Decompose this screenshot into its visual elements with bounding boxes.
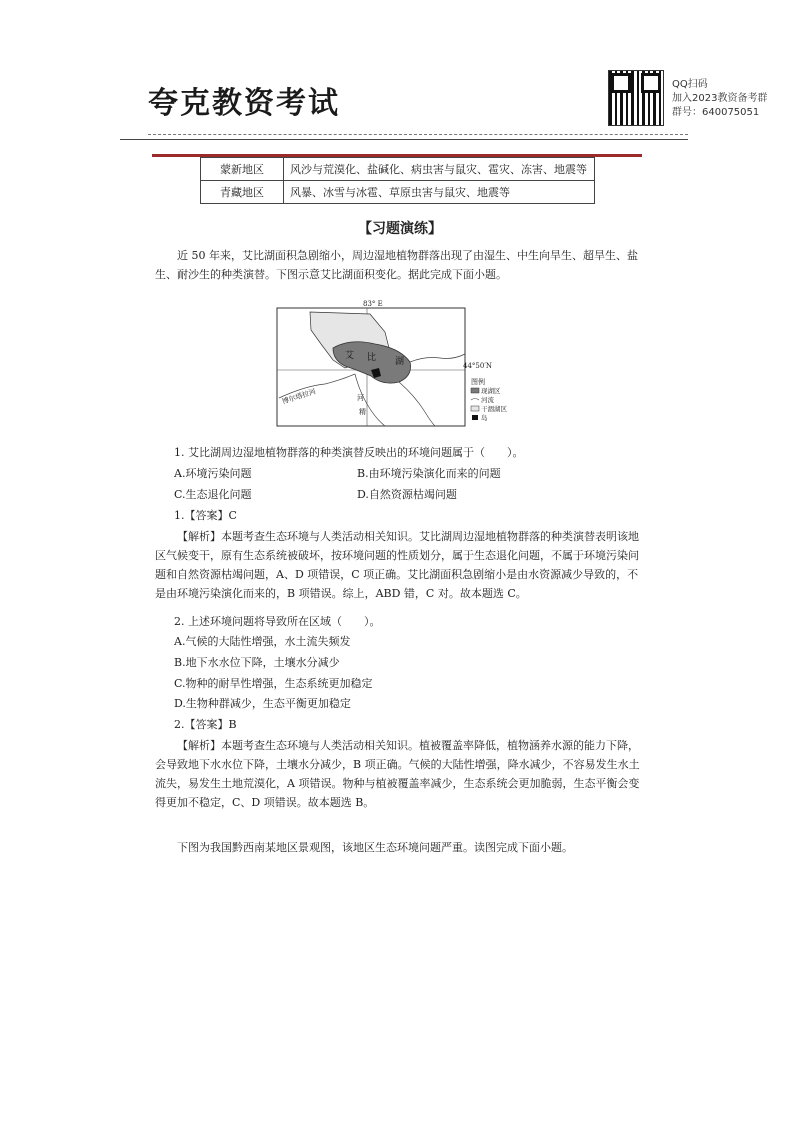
aibi-lake-map (275, 300, 525, 435)
q2-analysis: 【解析】本题考查生态环境与人类活动相关知识。植被覆盖率降低，植物涵养水源的能力下降，会导致地下水水位下降，土壤水分减少，B 项正确。气候的大陆性增强，降水减少，不容易发生水土流失，易发生土地荒漠化，A 项错误。物种与植被覆盖率减少，生态系统会更加脆弱，生态平衡会变得更加不稳定，C、D 项错误。故本题选 B。 (155, 739, 640, 809)
q1-option-b: B.由环境污染演化而来的问题 (357, 467, 501, 480)
q1-option-d: D.自然资源枯竭问题 (357, 488, 457, 501)
q2-option-d: D.生物种群减少，生态平衡更加稳定 (174, 697, 351, 710)
hazard-table (200, 157, 595, 204)
qr-group-line: 加入2023教资备考群 (672, 93, 768, 104)
q2-option-c: C.物种的耐旱性增强，生态系统更加稳定 (174, 677, 373, 690)
table-row (201, 158, 595, 181)
legend-swatch-dry (471, 406, 479, 411)
section-title: 【习题演练】 (358, 221, 442, 237)
legend-swatch-river (471, 399, 479, 401)
intro-paragraph: 近 50 年来，艾比湖面积急剧缩小，周边湿地植物群落出现了由湿生、中生向旱生、超旱生、盐生、耐沙生的种类演替。下图示意艾比湖面积变化。据此完成下面小题。 (155, 249, 638, 281)
legend-label: 现湖区 (481, 387, 501, 395)
header-dashed-divider (148, 134, 688, 135)
river-east (410, 354, 465, 362)
legend-swatch-island (472, 415, 478, 420)
legend-label: 干涸湖区 (481, 405, 507, 413)
table-cell-hazards: 风暴、冰雪与冰雹、草原虫害与鼠灾、地震等 (284, 181, 595, 204)
qr-label: QQ扫码 (672, 79, 708, 90)
q1-answer: 1.【答案】C (174, 509, 237, 522)
lake-label-char: 湖 (395, 357, 405, 367)
table-cell-hazards: 风沙与荒漠化、盐碱化、病虫害与鼠灾、雹灾、冻害、地震等 (284, 158, 595, 181)
q2-stem: 2. 上述环境问题将导致所在区域（ ）。 (174, 615, 381, 628)
river-label-char: 精 (359, 408, 366, 416)
legend-swatch-lake (471, 388, 479, 393)
table-cell-region: 蒙新地区 (201, 158, 284, 181)
brand-logo: 夸克教资考试 (148, 86, 340, 121)
legend-label: 河流 (481, 396, 494, 404)
river-southeast (399, 382, 435, 426)
table-row (201, 181, 595, 204)
legend-title: 图例 (471, 378, 485, 386)
river-label-char: 河 (357, 394, 364, 402)
q1-option-a: A.环境污染问题 (174, 467, 252, 480)
lat-label: 44°50′N (463, 362, 493, 370)
qr-code-image[interactable] (608, 70, 664, 126)
lake-label-char: 艾 (345, 351, 355, 361)
qr-group-number: 群号：640075051 (672, 107, 760, 118)
next-question-intro: 下图为我国黔西南某地区景观图，该地区生态环境问题严重。读图完成下面小题。 (177, 841, 573, 854)
table-cell-region: 青藏地区 (201, 181, 284, 204)
q1-analysis: 【解析】本题考查生态环境与人类活动相关知识。艾比湖周边湿地植物群落的种类演替表明该地区气候变干，原有生态系统被破坏，按环境问题的性质划分，属于生态退化问题，不属于环境污染问题和自然资源枯竭问题，A、D 项错误，C 项正确。艾比湖面积急剧缩小是由水资源减少导致的，不是由环境污染演化而来的，B 项错误。综上，ABD 错，C 对。故本题选 C。 (155, 530, 639, 600)
q2-option-a: A.气候的大陆性增强，水土流失频发 (174, 635, 351, 648)
lake-label-char: 比 (367, 353, 377, 363)
q1-option-c: C.生态退化问题 (174, 488, 252, 501)
header-divider (120, 139, 688, 140)
legend-label: 岛 (481, 414, 488, 422)
lon-label: 83° E (363, 300, 383, 308)
q2-option-b: B.地下水水位下降，土壤水分减少 (174, 656, 340, 669)
qr-caption (672, 78, 767, 120)
river-label-boertala: 博尔塔拉河 (281, 387, 317, 406)
q2-answer: 2.【答案】B (174, 718, 237, 731)
q1-stem: 1. 艾比湖周边湿地植物群落的种类演替反映出的环境问题属于（ ）。 (174, 446, 524, 459)
